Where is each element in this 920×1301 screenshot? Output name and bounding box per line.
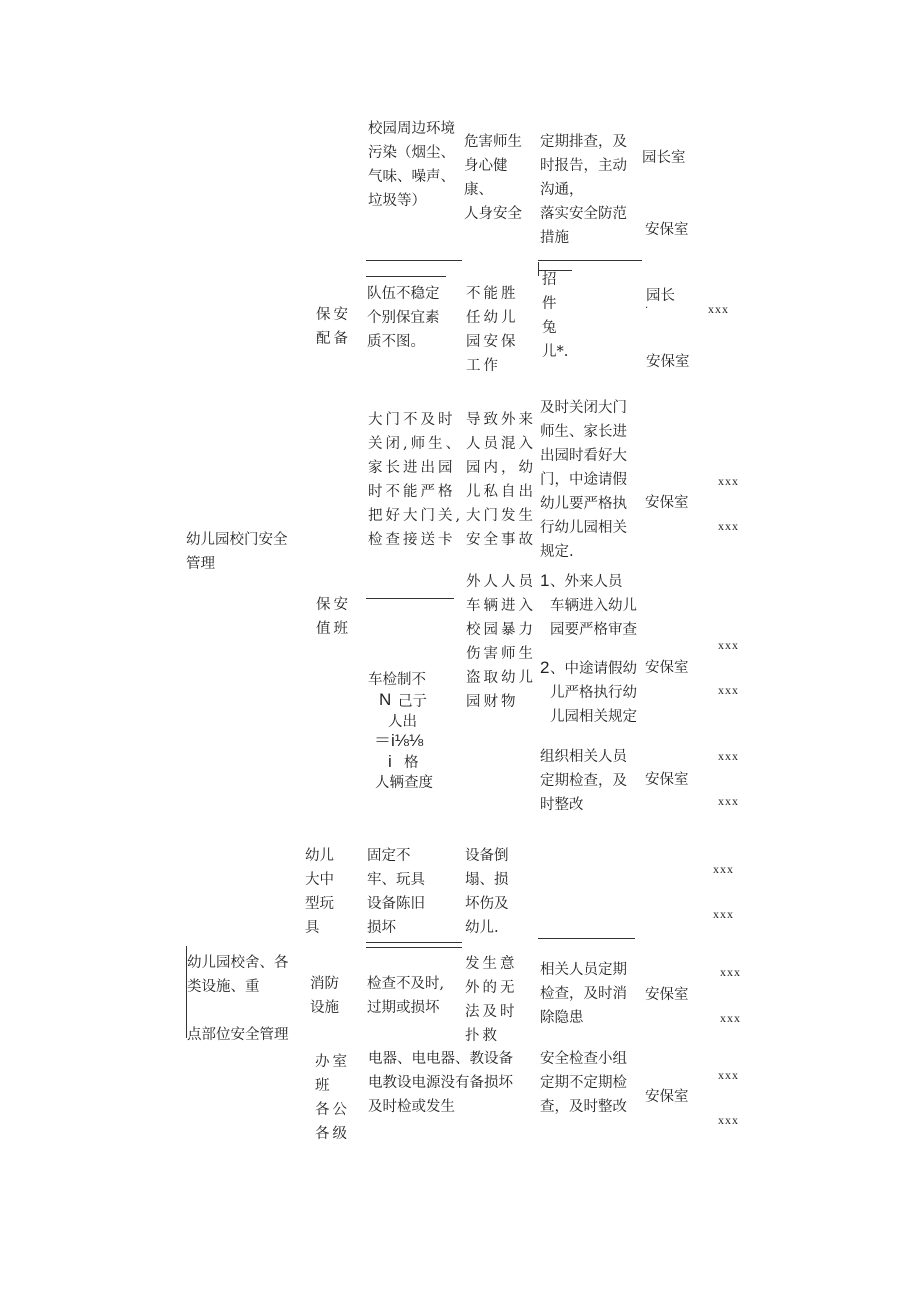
office-item: 办室 班 各公 各级 — [315, 1054, 350, 1142]
guard-duty-risk-l4: ＝i⅛⅛ — [374, 731, 424, 750]
guard-duty-risk-l5b: 格 — [404, 755, 419, 771]
toys-person-1: xxx — [713, 862, 734, 876]
guard-duty-measure-1: 、外来人员 车辆进入幼儿 园要严格审查 — [550, 574, 637, 638]
fire-resp: 安保室 — [645, 987, 689, 1003]
inspect-person-2: xxx — [718, 794, 739, 808]
gate-measure: 及时关闭大门 师生、家长进 出园时看好大 门，中途请假 幼儿要严格执 行幼儿园相关 规定. — [540, 400, 627, 560]
env-risk: 校园周边环境 污染（烟尘、 气味、噪声、 垃圾等） — [368, 121, 455, 209]
fire-person-1: xxx — [720, 965, 741, 979]
fire-measure: 相关人员定期 检查，及时消 除隐患 — [540, 962, 627, 1026]
toys-harm: 设备倒 塌、损 坏伤及 幼儿. — [465, 848, 509, 936]
office-person-1: xxx — [718, 1068, 739, 1082]
guard-duty-risk-l3: 人出 — [388, 714, 417, 730]
divider — [366, 276, 446, 277]
guard-duty-measure-1-number: 1 — [540, 571, 550, 590]
fire-person-2: xxx — [720, 1011, 741, 1025]
inspect-person-1: xxx — [718, 749, 739, 763]
guard-duty-harm: 外人人员 车辆进入 校园暴力 伤害师生 盗取幼儿 园财物 — [466, 574, 536, 710]
divider — [366, 598, 454, 599]
gate-harm: 导致外来 人员混入 园内，幼 儿私自出 大门发生 安全事故 — [466, 412, 536, 548]
divider — [366, 942, 462, 943]
fire-harm: 发生意 外的无 法及时 扑救 — [465, 956, 518, 1044]
guard-duty-person-1: xxx — [718, 638, 739, 652]
category-facilities-safety: 幼儿园校舍、各 类设施、重 点部位安全管理 — [187, 955, 289, 1043]
env-resp-security: 安保室 — [645, 222, 689, 238]
guard-staff-resp-dot: · — [645, 303, 649, 314]
env-resp-principal: 园长室 — [642, 150, 686, 166]
toys-risk: 固定不 牢、玩具 设备陈旧 损坏 — [367, 848, 425, 936]
divider — [366, 947, 462, 948]
inspect-measure: 组织相关人员 定期检查，及 时整改 — [540, 749, 627, 813]
office-risk: 电器、电电器、教设备 电教设电源没有备损坏 及时检或发生 — [368, 1051, 513, 1115]
divider — [366, 260, 462, 261]
guard-staff-person: xxx — [708, 302, 729, 316]
guard-duty-resp: 安保室 — [645, 660, 689, 676]
divider — [538, 262, 539, 276]
category-gate-safety: 幼儿园校门安全 管理 — [186, 532, 288, 572]
divider — [538, 938, 635, 939]
guard-staff-item: 保安 配备 — [316, 307, 351, 347]
office-resp: 安保室 — [645, 1089, 689, 1105]
guard-duty-item: 保安 值班 — [316, 597, 351, 637]
guard-staff-measure: 招 件 兔 儿*. — [542, 272, 569, 360]
guard-staff-harm: 不能胜 任幼儿 园安保 工作 — [466, 286, 519, 374]
env-measure: 定期排查，及 时报告，主动 沟通， 落实安全防范 措施 — [540, 134, 627, 246]
guard-staff-resp-principal: 园长 — [646, 288, 675, 304]
guard-duty-risk-l1: 车检制不 — [368, 672, 426, 688]
toys-person-2: xxx — [713, 907, 734, 921]
gate-risk: 大门不及时 关闭,师生、 家长进出园 时不能严格 把好大门关, 检查接送卡 — [368, 412, 464, 548]
divider — [538, 260, 642, 261]
gate-person-1: xxx — [718, 474, 739, 488]
gate-person-2: xxx — [718, 519, 739, 533]
guard-duty-measure-2-number: 2 — [540, 658, 550, 677]
guard-duty-risk-l2a: N — [379, 690, 392, 709]
fire-item: 消防 设施 — [310, 976, 339, 1016]
fire-risk: 检查不及时, 过期或损坏 — [367, 976, 445, 1016]
guard-duty-person-2: xxx — [718, 683, 739, 697]
guard-staff-resp-security: 安保室 — [646, 354, 690, 370]
guard-duty-risk-l2b: 己亍 — [398, 694, 427, 710]
inspect-resp: 安保室 — [645, 772, 689, 788]
guard-duty-risk-l5a: i — [388, 752, 392, 771]
toys-item: 幼儿 大中 型玩 具 — [305, 848, 334, 936]
gate-resp: 安保室 — [645, 495, 689, 511]
office-measure: 安全检查小组 定期不定期检 查，及时整改 — [540, 1051, 627, 1115]
env-harm: 危害师生 身心健 康、 人身安全 — [464, 134, 522, 222]
guard-duty-measure-2: 、中途请假幼 儿严格执行幼 儿园相关规定 — [550, 661, 637, 725]
guard-staff-risk: 队伍不稳定 个别保宜素 质不图。 — [367, 286, 440, 350]
office-person-2: xxx — [718, 1113, 739, 1127]
guard-duty-risk-l6: 人辆查度 — [375, 775, 433, 791]
